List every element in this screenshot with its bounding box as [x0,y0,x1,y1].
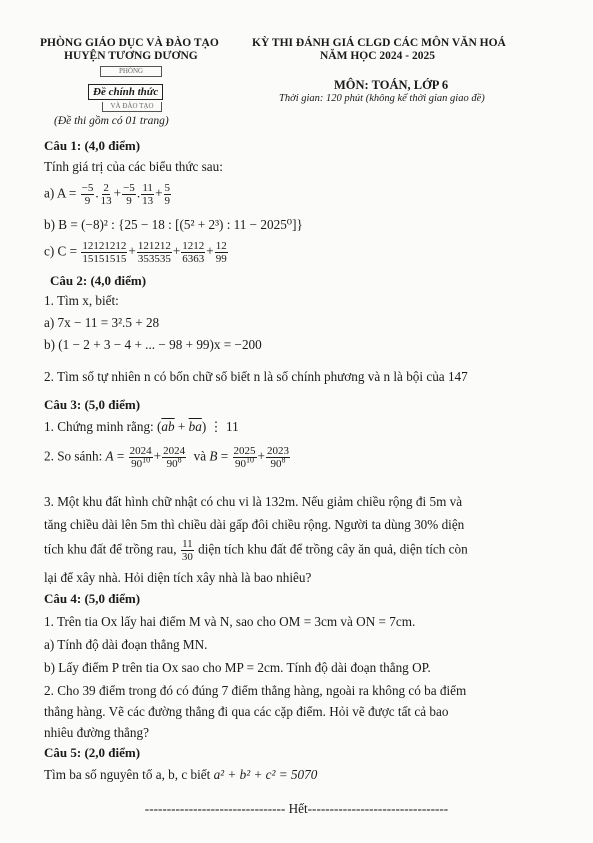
q3-part3-line1: 3. Một khu đất hình chữ nhật có chu vi là 132m. Nếu giảm chiều rộng đi 5m và [44,494,463,509]
q3-part3-line2: tăng chiều dài lên 5m thì chiều dài gấp đôi chiều rộng. Người ta dùng 30% diện [44,517,465,532]
q1-b-label: b) B = [44,217,78,232]
dept-name-line1: PHÒNG GIÁO DỤC VÀ ĐÀO TẠO [40,37,219,49]
q3-part2-text: 2. So sánh: [44,448,103,464]
q1-c-expression: c) C = $\frac{12121212}{15151515}$ + $\frac{121212}{353535}$ + $\frac{1212}{6363}$ + $\frac{12}{99}$ [44,240,227,265]
q1-title: Câu 1: (4,0 điểm) [44,138,141,153]
exam-title: KỲ THI ĐÁNH GIÁ CLGD CÁC MÔN VĂN HOÁ [252,37,506,49]
subject-title: MÔN: TOÁN, LỚP 6 [334,78,449,92]
official-exam-box: Đề chính thức [88,84,163,100]
q4-a: a) Tính độ dài đoạn thẳng MN. [44,637,208,652]
q4-part2-line3: nhiêu đường thẳng? [44,725,149,740]
q4-part1: 1. Trên tia Ox lấy hai điểm M và N, sao cho OM = 3cm và ON = 7cm. [44,614,416,629]
school-year: NĂM HỌC 2024 - 2025 [320,50,435,62]
q3-part2: 2. So sánh: A = $\frac{2024}{90^{10}}$ + $\frac{2024}{90^8}$ và B = $\frac{2025}{90^{10}}$ + $\frac{2023}{90^8}$ [44,445,289,470]
q3-part3-line3b: diện tích khu đất để trồng cây ăn quả, diện tích còn [198,541,468,557]
q3-ab: $\overline{ab}$ [161,419,175,434]
q1-a-expression: a) A = $\frac{-5}{9}$ . $\frac{2}{13}$ + $\frac{-5}{9}$ . $\frac{11}{13}$ + $\frac{5}{9}$ [44,182,171,207]
q1-b-expression [44,216,303,234]
q3-part3-line3a: tích khu đất để trồng rau, [44,541,177,557]
q2-title: Câu 2: (4,0 điểm) [50,273,147,288]
end-marker: -------------------------------- Hết-------------------------------- [144,801,449,816]
q1-c-label: c) C = [44,243,78,259]
q2-a: a) 7x − 11 = 3².5 + 28 [44,315,160,330]
q3-plus: + [174,419,189,434]
q3-title: Câu 3: (5,0 điểm) [44,397,141,412]
time-note: Thời gian: 120 phút (không kể thời gian giao đề) [279,93,485,104]
stamp-seal [100,66,162,77]
q1-b-expr: (−8)² : {25 − 18 : [(5² + 2³) : 11 − 2025⁰]} [81,217,303,232]
q3-paren-close: ) ⋮ 11 [201,419,239,434]
q3-ba: $\overline{ba}$ [188,419,202,434]
q5-text [44,766,317,784]
q2-part1: 1. Tìm x, biết: [44,293,119,308]
q1-intro: Tính giá trị của các biểu thức sau: [44,159,223,174]
q1-a-label: a) A = [44,185,77,201]
q3-part1-text: 1. Chứng minh rằng: [44,419,154,434]
q5-text-label: Tìm ba số nguyên tố a, b, c biết [44,767,211,782]
q3-part1 [44,418,239,436]
stamp-line2: VÀ ĐÀO TẠO [110,102,154,110]
q3-part3-line4: lại để xây nhà. Hỏi diện tích xây nhà là bao nhiêu? [44,570,312,585]
dept-name-line2: HUYỆN TƯƠNG DƯƠNG [64,50,198,62]
q3-paren-open: ( [157,419,162,434]
q4-part2-line2: thẳng hàng. Vẽ các đường thẳng đi qua các cặp điểm. Hỏi vẽ được tất cả bao [44,704,449,719]
q4-part2-line1: 2. Cho 39 điểm trong đó có đúng 7 điểm thẳng hàng, ngoài ra không có ba điểm [44,683,467,698]
q2-b: b) (1 − 2 + 3 − 4 + ... − 98 + 99)x = −200 [44,337,262,352]
q5-expr: a² + b² + c² = 5070 [213,767,318,782]
pages-note: (Đề thi gồm có 01 trang) [54,115,169,127]
q5-title: Câu 5: (2,0 điểm) [44,745,141,760]
q4-b: b) Lấy điểm P trên tia Ox sao cho MP = 2cm. Tính độ dài đoạn thẳng OP. [44,660,431,675]
stamp-seal-bottom [102,102,162,112]
q3-and: và [193,448,207,464]
q2-part2: 2. Tìm số tự nhiên n có bốn chữ số biết n là số chính phương và n là bội của 147 [44,369,468,384]
q3-part3-line3: tích khu đất để trồng rau, $\frac{11}{30}$ diện tích khu đất để trồng cây ăn quả, diện tích còn [44,538,468,563]
q4-title: Câu 4: (5,0 điểm) [44,591,141,606]
stamp-line1: PHÒNG [118,67,144,75]
